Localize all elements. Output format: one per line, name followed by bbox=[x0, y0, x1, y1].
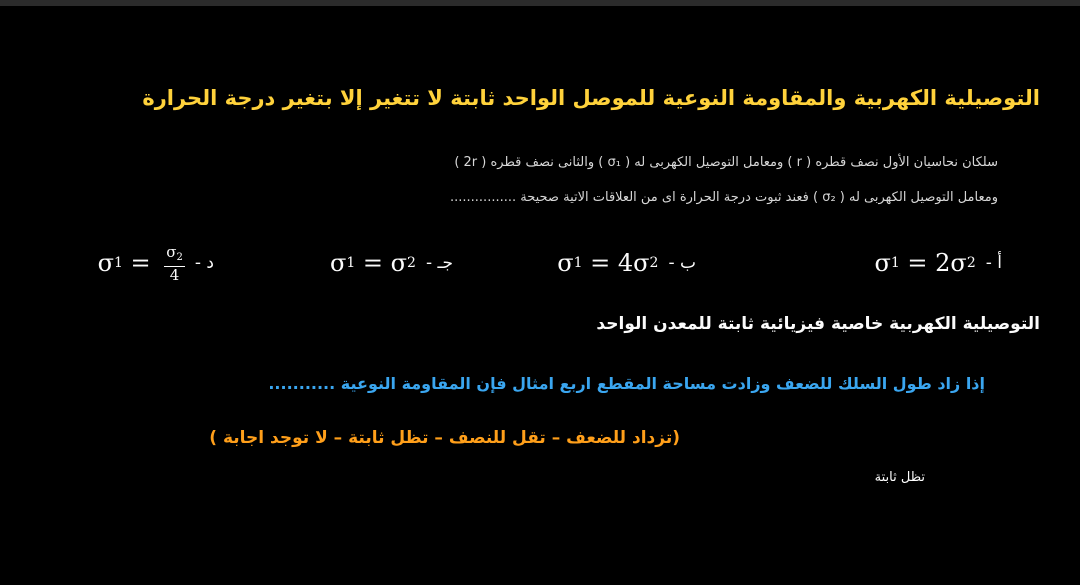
option-d-frac-num: σ bbox=[166, 242, 177, 261]
answer-text: تظل ثابتة bbox=[874, 470, 925, 485]
option-d-frac-den: 4 bbox=[169, 265, 180, 284]
option-a-rhs: 2σ bbox=[935, 249, 967, 277]
option-c-rhs-sub: 2 bbox=[407, 255, 416, 271]
option-c-lhs: σ bbox=[329, 249, 347, 277]
option-b-lhs-sub: 1 bbox=[573, 255, 583, 271]
option-b-rhs-sub: 2 bbox=[649, 255, 659, 271]
option-b-lhs: σ bbox=[557, 249, 574, 277]
option-b-eq: = bbox=[582, 249, 618, 277]
option-b-rhs: 4σ bbox=[617, 249, 650, 277]
option-d-lhs: σ bbox=[97, 249, 114, 277]
option-a-lhs-sub: 1 bbox=[890, 255, 900, 271]
option-d-lhs-sub: 1 bbox=[113, 255, 123, 271]
option-b-equation bbox=[557, 249, 658, 277]
option-c-lhs-sub: 1 bbox=[346, 255, 356, 271]
option-d-fraction bbox=[164, 244, 185, 283]
question1-line2: ومعامل التوصيل الكهربى له ( σ₂ ) فعند ثبوت درجة الحرارة اى من العلاقات الاتية صحيحة ................ bbox=[450, 190, 998, 205]
option-c bbox=[330, 243, 453, 283]
question2-text: إذا زاد طول السلك للضعف وزادت مساحة المقطع اربع امثال فإن المقاومة النوعية ........... bbox=[268, 374, 985, 393]
option-b bbox=[557, 243, 696, 283]
option-a-eq: = bbox=[899, 249, 936, 277]
option-a-rhs-sub: 2 bbox=[966, 255, 976, 271]
option-b-letter: ب - bbox=[668, 253, 696, 273]
question2-choices: (تزداد للضعف – تقل للنصف – تظل ثابتة – لا توجد اجابة ) bbox=[209, 428, 680, 448]
option-c-eq: = bbox=[355, 249, 391, 277]
option-d-eq: = bbox=[122, 249, 159, 277]
option-d-equation bbox=[98, 244, 185, 283]
page-title: التوصيلية الكهربية والمقاومة النوعية للموصل الواحد ثابتة لا تتغير إلا بتغير درجة الحرارة bbox=[142, 86, 1040, 110]
option-c-equation bbox=[330, 249, 416, 277]
option-a-letter: أ - bbox=[985, 253, 1002, 273]
option-a bbox=[874, 243, 1002, 283]
question1-line1: سلكان نحاسيان الأول نصف قطره ( r ) ومعامل التوصيل الكهربى له ( σ₁ ) والثانى نصف قطره ( 2r ) bbox=[454, 155, 998, 170]
option-c-letter: جـ - bbox=[425, 253, 453, 273]
option-d-frac-num-sub: 2 bbox=[176, 251, 183, 263]
option-a-lhs: σ bbox=[874, 249, 891, 277]
section2-title: التوصيلية الكهربية خاصية فيزيائية ثابتة للمعدن الواحد bbox=[596, 314, 1040, 334]
option-a-equation bbox=[874, 249, 975, 277]
option-d bbox=[98, 243, 214, 283]
option-d-letter: د - bbox=[194, 253, 214, 273]
option-c-rhs: σ bbox=[390, 249, 408, 277]
